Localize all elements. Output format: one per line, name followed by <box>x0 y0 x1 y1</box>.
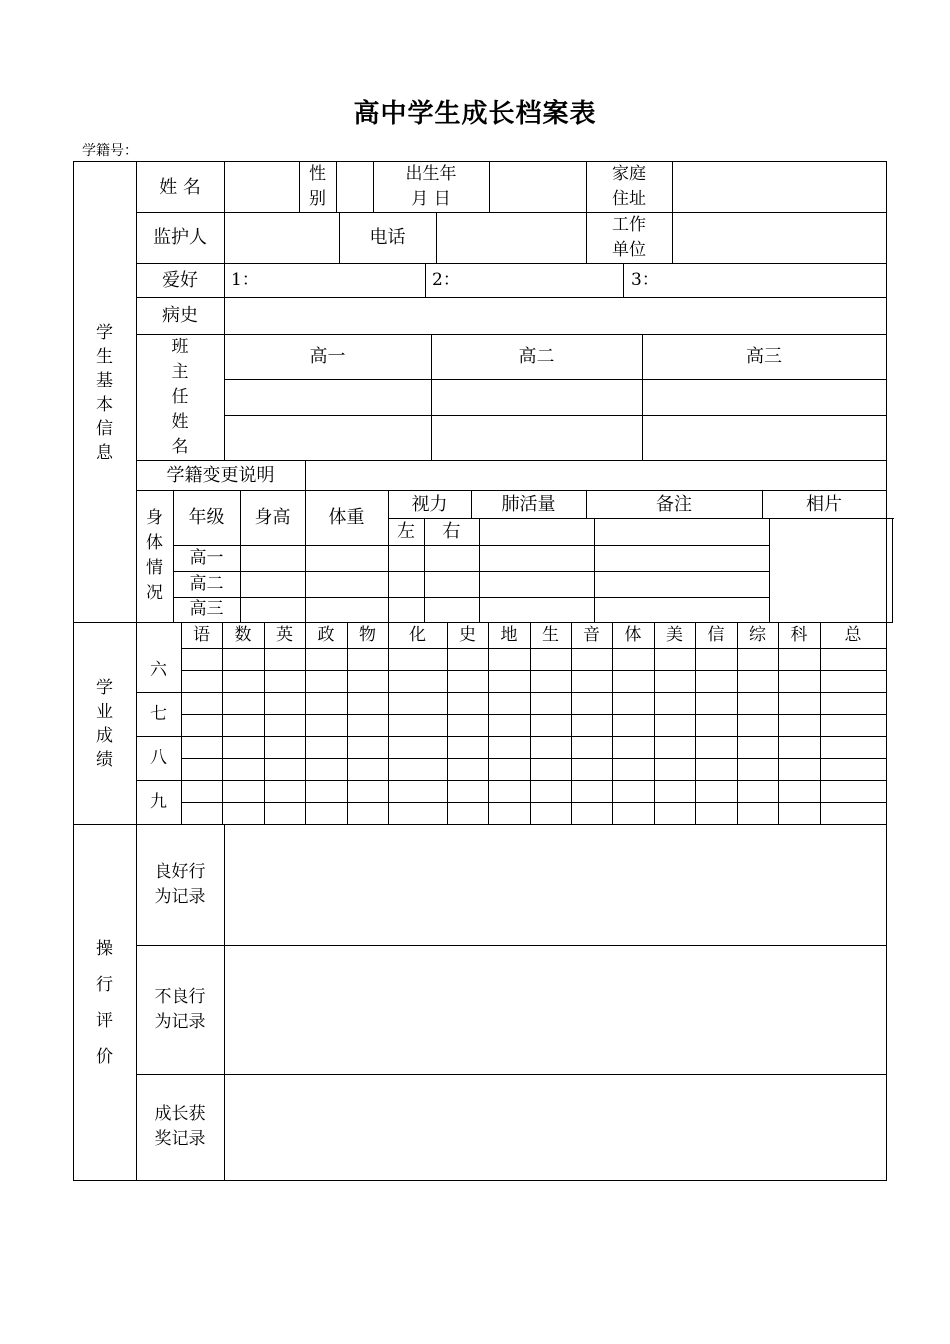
photo-header: 相片 <box>806 493 842 515</box>
grade-label: 八 <box>150 747 167 768</box>
grid-line <box>181 714 887 715</box>
grid-line <box>181 736 887 737</box>
grid-line <box>488 622 489 825</box>
name-label: 姓 名 <box>159 176 201 198</box>
birth-field[interactable] <box>489 162 586 212</box>
good-behavior-field[interactable] <box>224 825 886 945</box>
grid-line <box>173 545 770 546</box>
guardian-label: 监护人 <box>153 227 207 248</box>
grade-label: 六 <box>150 659 167 680</box>
grid-line <box>612 622 613 825</box>
subject-header: 总 <box>844 624 862 645</box>
hobby-3[interactable]: 3： <box>631 269 659 290</box>
subject-header: 数 <box>234 624 252 645</box>
status-change-label: 学籍变更说明 <box>166 464 275 486</box>
grid-line <box>181 670 887 671</box>
teacher-grade-2: 高二 <box>518 346 555 367</box>
grid-line <box>305 622 306 825</box>
hobby-1[interactable]: 1： <box>231 269 259 290</box>
grid-line <box>264 622 265 825</box>
teacher-grade-3: 高三 <box>746 346 782 367</box>
grid-line <box>224 379 887 380</box>
grid-line <box>173 571 770 572</box>
section-conduct: 操 行 评 价 <box>96 938 113 1067</box>
grid-line <box>181 802 887 803</box>
grid-line <box>173 597 770 598</box>
page-title: 高中学生成长档案表 <box>353 99 597 129</box>
grade-label: 七 <box>150 703 167 724</box>
grid-line <box>447 622 448 825</box>
guardian-field[interactable] <box>224 212 339 263</box>
section-basic-info: 学 生 基 本 信 息 <box>96 323 113 463</box>
subject-header: 地 <box>500 624 518 645</box>
subject-header: 政 <box>317 624 335 645</box>
address-field[interactable] <box>672 162 886 212</box>
grid-line <box>224 415 887 416</box>
physical-row-grade-2: 高二 <box>189 573 224 594</box>
subject-header: 科 <box>790 624 808 645</box>
grid-line <box>181 692 887 693</box>
grid-line <box>820 622 821 825</box>
phone-label: 电话 <box>369 227 406 248</box>
vision-left: 左 <box>397 521 415 542</box>
grid-line <box>388 622 389 825</box>
student-id-label: 学籍号： <box>82 143 138 159</box>
grid-line <box>892 518 893 623</box>
grid-line <box>181 648 887 649</box>
medical-field[interactable] <box>224 297 886 334</box>
hobby-label: 爱好 <box>162 269 198 291</box>
physical-height-header: 身高 <box>254 507 291 528</box>
bad-behavior-label: 不良行 为记录 <box>154 986 206 1032</box>
grid-line <box>654 622 655 825</box>
gender-label: 性 别 <box>309 164 326 209</box>
subject-header: 史 <box>459 624 476 645</box>
subject-header: 信 <box>707 624 725 645</box>
physical-row-grade-3: 高三 <box>189 599 224 619</box>
grid-line <box>181 622 182 825</box>
grid-line <box>181 780 887 781</box>
teacher-label: 班 主 任 姓 名 <box>171 336 189 457</box>
hobby-2[interactable]: 2： <box>432 269 460 290</box>
grid-line <box>737 622 738 825</box>
grid-line <box>73 1180 887 1181</box>
good-behavior-label: 良好行 为记录 <box>154 862 206 907</box>
vision-right: 右 <box>442 521 461 542</box>
photo-box[interactable] <box>769 518 892 622</box>
subject-header: 美 <box>666 624 683 645</box>
status-change-field[interactable] <box>305 460 886 490</box>
subject-header: 音 <box>583 624 600 645</box>
vision-header: 视力 <box>411 493 448 515</box>
lung-header: 肺活量 <box>501 493 556 515</box>
awards-field[interactable] <box>224 1074 886 1180</box>
grid-line <box>571 622 572 825</box>
grid-line <box>222 622 223 825</box>
subject-header: 综 <box>749 624 766 645</box>
grid-line <box>530 622 531 825</box>
section-academic: 学 业 成 绩 <box>96 678 113 770</box>
bad-behavior-field[interactable] <box>224 945 886 1074</box>
teacher-grade-1: 高一 <box>309 346 346 367</box>
grid-line <box>347 622 348 825</box>
physical-label: 身 体 情 况 <box>146 508 163 603</box>
work-label: 工作 单位 <box>612 214 646 260</box>
subject-header: 化 <box>409 624 426 645</box>
subject-header: 体 <box>624 624 642 645</box>
gender-field[interactable] <box>336 162 373 212</box>
awards-label: 成长获 奖记录 <box>154 1104 206 1149</box>
grid-line <box>886 161 887 1181</box>
name-field[interactable] <box>224 162 299 212</box>
grade-label: 九 <box>150 791 167 812</box>
grid-line <box>778 622 779 825</box>
physical-grade-header: 年级 <box>188 507 225 528</box>
remark-header: 备注 <box>656 493 692 515</box>
physical-weight-header: 体重 <box>328 507 365 528</box>
phone-field[interactable] <box>436 212 586 263</box>
subject-header: 生 <box>542 624 559 645</box>
address-label: 家庭 住址 <box>612 164 646 209</box>
medical-label: 病史 <box>162 305 198 326</box>
subject-header: 物 <box>359 624 376 645</box>
birth-label: 出生年 月 日 <box>405 164 457 209</box>
subject-header: 英 <box>276 624 293 645</box>
grid-line <box>181 758 887 759</box>
work-field[interactable] <box>672 212 886 263</box>
subject-header: 语 <box>193 624 210 645</box>
grid-line <box>623 263 624 298</box>
physical-row-grade-1: 高一 <box>189 547 224 568</box>
grid-line <box>695 622 696 825</box>
